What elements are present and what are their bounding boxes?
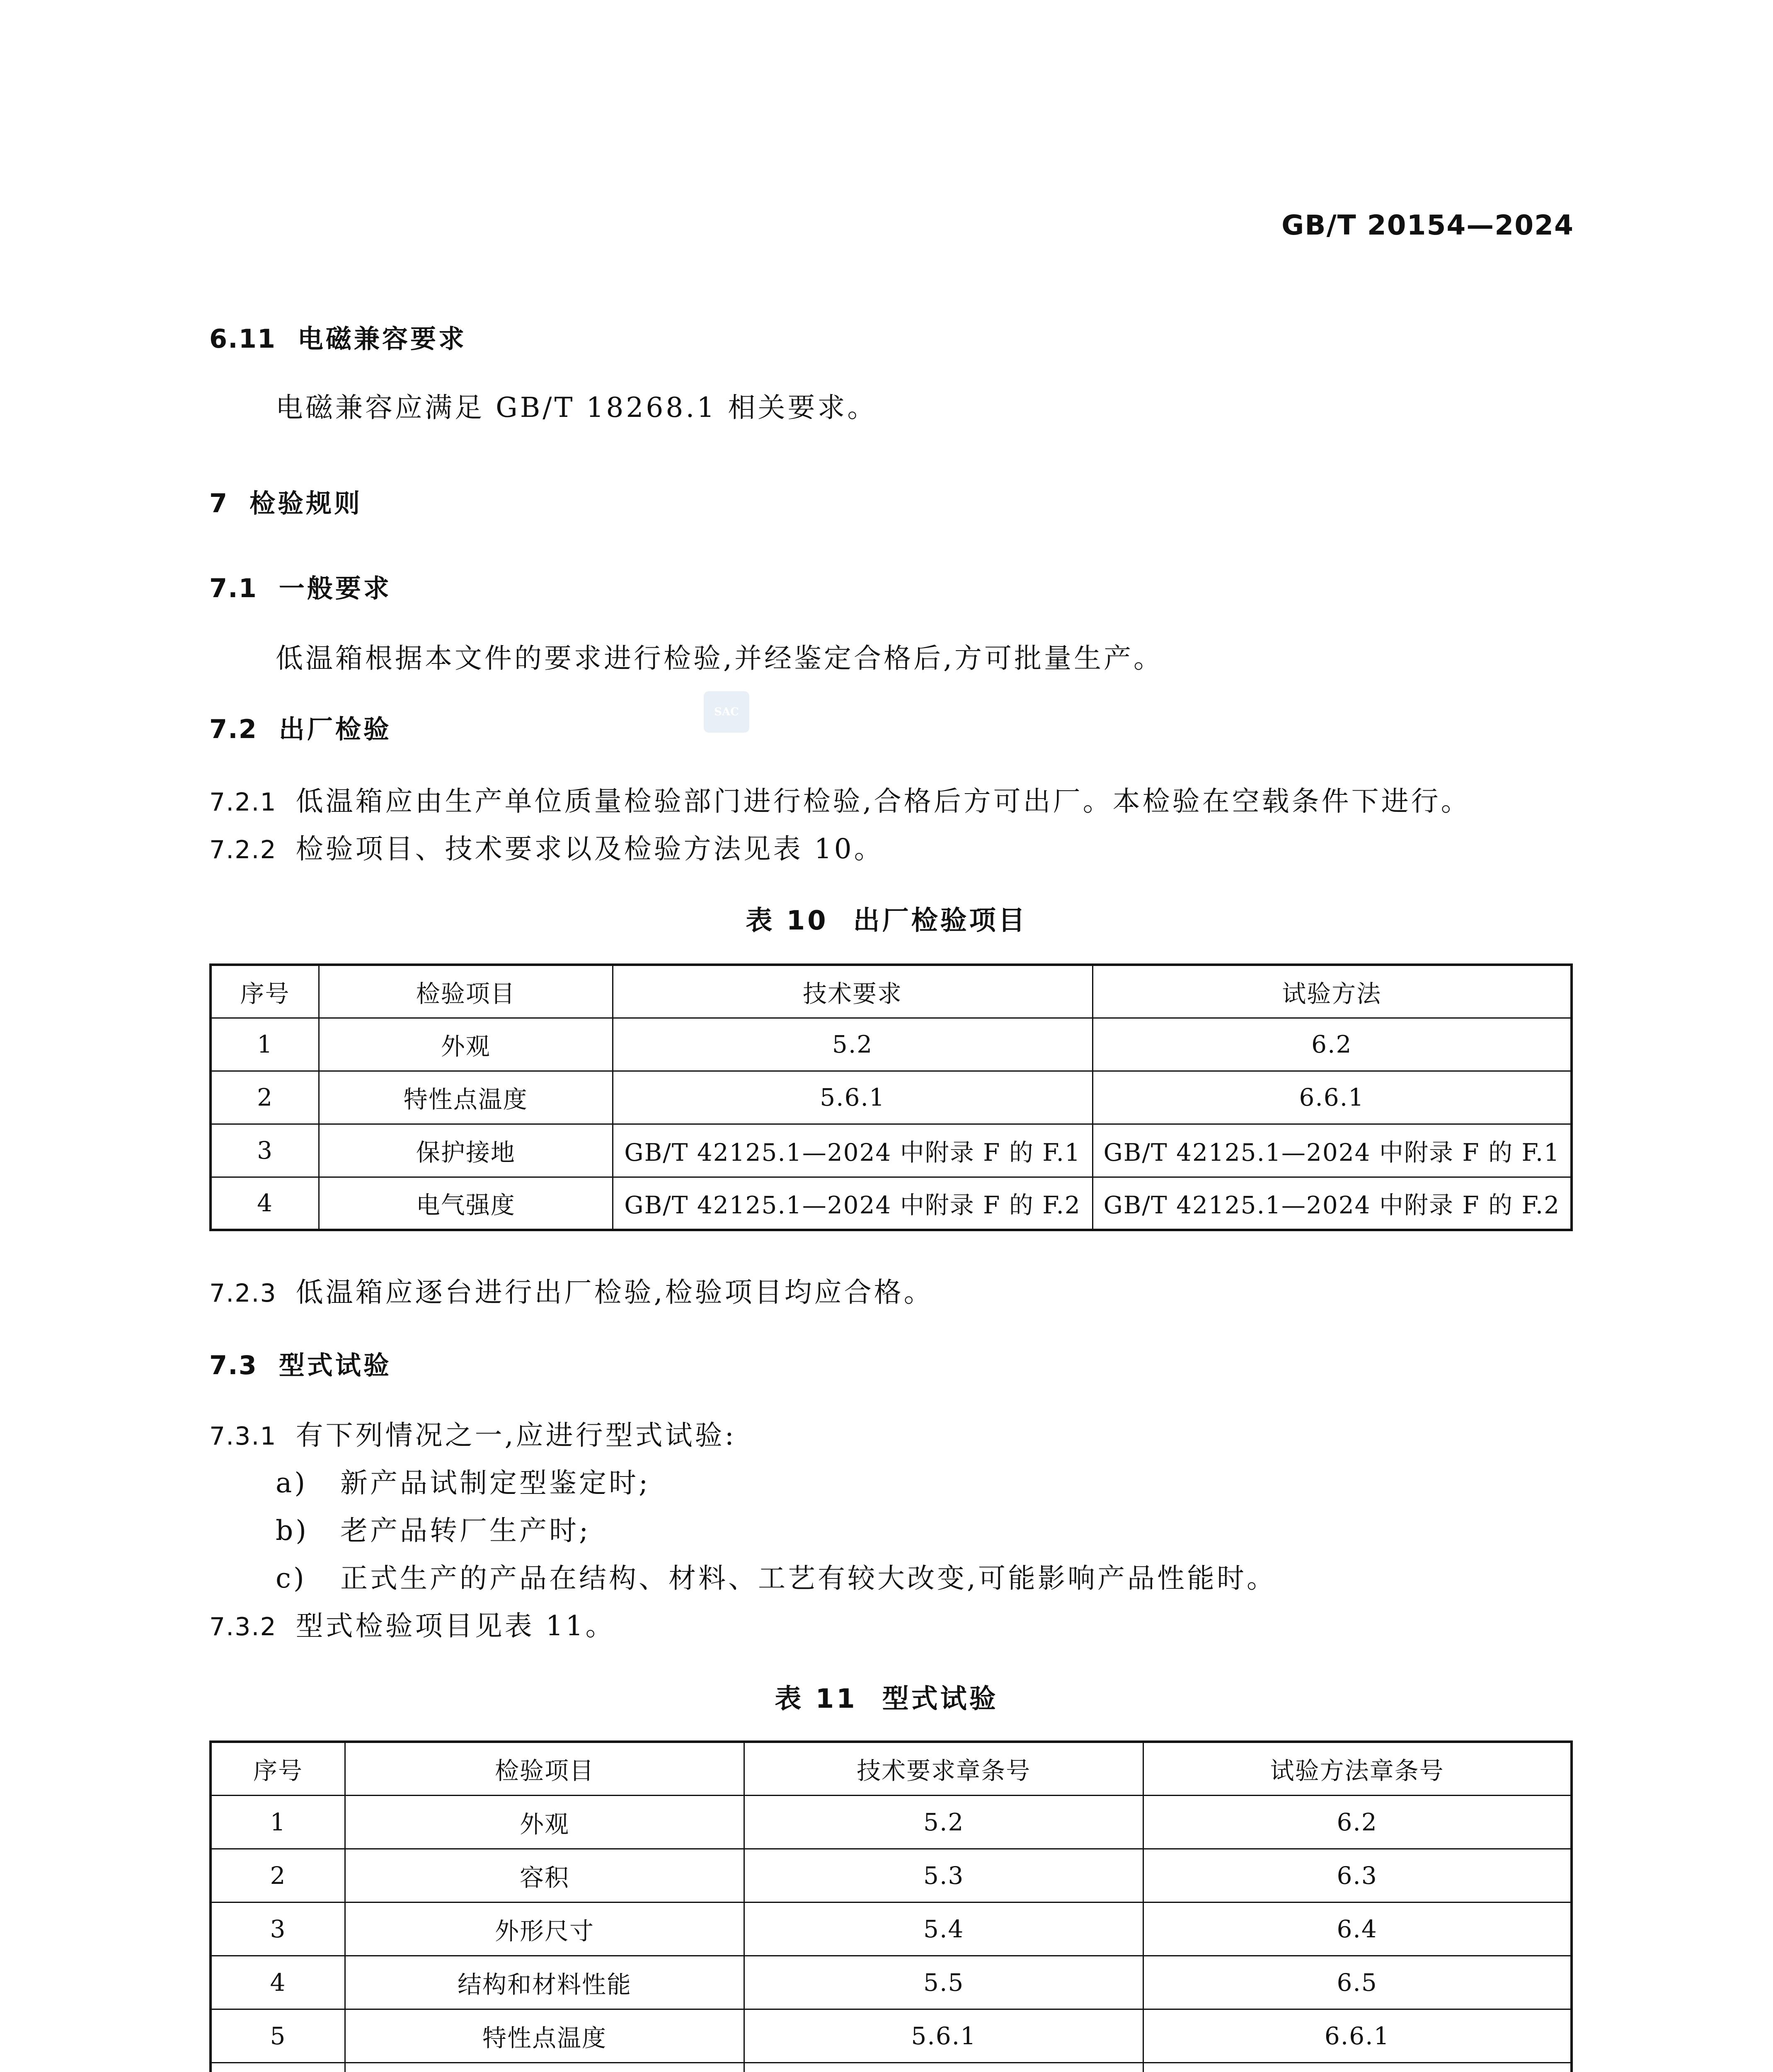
table-row [211,2062,1572,2072]
table-11-caption [0,1677,1773,1716]
table-cell: 5.2 [613,1018,1092,1071]
table-cell: 特性点温度 [345,2009,744,2062]
list-item-label: b) [276,1515,309,1547]
table-cell: GB/T 42125.1—2024 中附录 F 的 F.1 [613,1124,1092,1177]
table-cell: 保护接地 [319,1124,613,1177]
sac-watermark-icon: SAC [704,691,749,733]
clause-number: 7.3.2 [209,1612,277,1641]
table-cell: 外观 [319,1018,613,1071]
heading-title: 一般要求 [279,573,392,603]
table-row [211,1018,1572,1071]
clause-number: 7.2.2 [209,835,277,864]
table-row [211,1795,1572,1849]
header-cell: 序号 [211,1742,345,1795]
table-header-row [211,965,1572,1018]
clause-text: 低温箱应由生产单位质量检验部门进行检验,合格后方可出厂。本检验在空载条件下进行。 [296,785,1471,817]
table-cell: 特性点温度 [319,1071,613,1124]
clause-7-3-1 [209,1413,736,1452]
table-cell: 6.4 [1143,1902,1572,1956]
table-cell: 6.2 [1143,1795,1572,1849]
list-item-text: 老产品转厂生产时; [340,1515,591,1547]
list-item-label: c) [276,1562,307,1594]
caption-title: 出厂检验项目 [853,905,1027,936]
table-cell: GB/T 42125.1—2024 中附录 F 的 F.2 [1092,1177,1572,1230]
clause-7-2-2 [209,827,884,866]
heading-title: 型式试验 [279,1350,392,1380]
table-cell: 5.2 [744,1795,1143,1849]
table-cell: 1 [211,1795,345,1849]
table-cell: 2 [211,1071,319,1124]
table-cell: 3 [211,1124,319,1177]
table-cell: 5.3 [744,1849,1143,1902]
table-cell [1143,2062,1572,2072]
caption-number: 表 11 [775,1684,857,1714]
table-cell: 6.2 [1092,1018,1572,1071]
heading-number: 7.3 [209,1350,257,1380]
heading-number: 6.11 [209,324,276,354]
table-cell: 4 [211,1956,345,2009]
table-cell: GB/T 42125.1—2024 中附录 F 的 F.2 [613,1177,1092,1230]
table-cell: 6.3 [1143,1849,1572,1902]
header-cell: 技术要求章条号 [744,1742,1143,1795]
heading-number: 7 [209,488,228,518]
table-cell: GB/T 42125.1—2024 中附录 F 的 F.1 [1092,1124,1572,1177]
table-cell: 5.4 [744,1902,1143,1956]
heading-title: 检验规则 [249,488,363,518]
table-row [211,1956,1572,2009]
paragraph-6-11: 电磁兼容应满足 GB/T 18268.1 相关要求。 [276,392,877,424]
table-cell [211,2062,345,2072]
table-cell [744,2062,1143,2072]
clause-number: 7.2.3 [209,1279,277,1308]
clause-text: 有下列情况之一,应进行型式试验: [296,1419,736,1451]
table-cell: 5.5 [744,1956,1143,2009]
table-cell: 5.6.1 [613,1071,1092,1124]
table-cell: 2 [211,1849,345,1902]
table-cell: 外观 [345,1795,744,1849]
table-cell: 结构和材料性能 [345,1956,744,2009]
heading-number: 7.1 [209,573,257,603]
table-header-row [211,1742,1572,1795]
clause-text: 型式检验项目见表 11。 [296,1610,615,1642]
heading-7-1 [209,568,392,605]
list-item [276,1556,1276,1595]
table-cell: 4 [211,1177,319,1230]
table-row [211,1902,1572,1956]
table-cell: 3 [211,1902,345,1956]
heading-number: 7.2 [209,714,257,744]
table-11 [209,1740,1573,2072]
clause-text: 检验项目、技术要求以及检验方法见表 10。 [296,833,884,865]
table-cell: 6.6.1 [1092,1071,1572,1124]
standard-id: GB/T 20154—2024 [1281,209,1574,241]
clause-number: 7.3.1 [209,1422,277,1451]
header-cell: 试验方法 [1092,965,1572,1018]
header-cell: 检验项目 [345,1742,744,1795]
list-item [276,1508,591,1548]
clause-7-2-3 [209,1270,934,1310]
clause-7-3-2 [209,1604,615,1643]
table-cell: 6.5 [1143,1956,1572,2009]
heading-7-3 [209,1345,392,1382]
table-cell: 5 [211,2009,345,2062]
caption-title: 型式试验 [882,1684,998,1714]
table-cell: 1 [211,1018,319,1071]
header-cell: 检验项目 [319,965,613,1018]
clause-number: 7.2.1 [209,788,277,817]
table-cell: 外形尺寸 [345,1902,744,1956]
clause-7-2-1 [209,779,1471,818]
table-cell: 容积 [345,1849,744,1902]
list-item-text: 新产品试制定型鉴定时; [340,1467,651,1499]
table-row [211,1124,1572,1177]
table-cell: 电气强度 [319,1177,613,1230]
list-item-label: a) [276,1467,308,1499]
heading-6-11 [209,318,467,355]
table-cell: 5.6.1 [744,2009,1143,2062]
list-item [276,1461,650,1500]
caption-number: 表 10 [746,905,828,936]
clause-text: 低温箱应逐台进行出厂检验,检验项目均应合格。 [296,1276,934,1308]
table-row [211,2009,1572,2062]
table-10 [209,963,1573,1231]
table-row [211,1177,1572,1230]
list-item-text: 正式生产的产品在结构、材料、工艺有较大改变,可能影响产品性能时。 [340,1562,1276,1594]
heading-title: 电磁兼容要求 [297,324,467,354]
heading-7-2 [209,709,392,746]
heading-title: 出厂检验 [279,714,392,744]
header-cell: 技术要求 [613,965,1092,1018]
paragraph-7-1: 低温箱根据本文件的要求进行检验,并经鉴定合格后,方可批量生产。 [276,642,1163,674]
table-row [211,1071,1572,1124]
table-row [211,1849,1572,1902]
table-cell: 6.6.1 [1143,2009,1572,2062]
heading-7 [209,483,362,520]
header-cell: 序号 [211,965,319,1018]
table-cell [345,2062,744,2072]
table-10-caption [0,899,1773,937]
header-cell: 试验方法章条号 [1143,1742,1572,1795]
